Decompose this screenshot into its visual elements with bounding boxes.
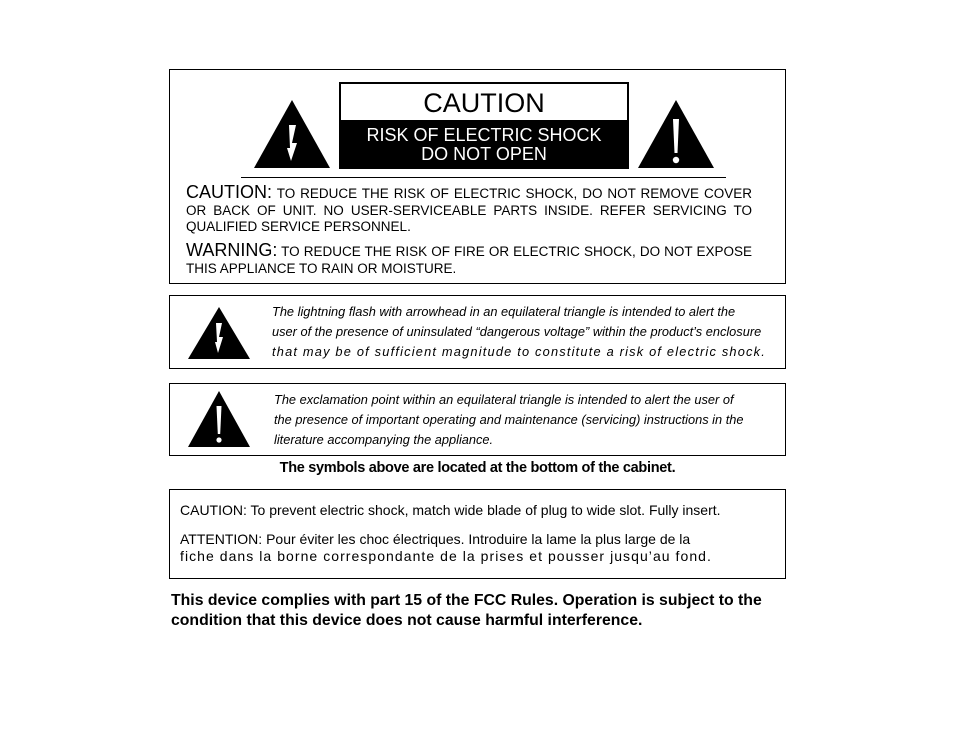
caution-label (339, 82, 629, 169)
caution-label-banner (341, 120, 627, 167)
warning-text: TO REDUCE THE RISK OF FIRE OR ELECTRIC SHOCK, DO NOT EXPOSE THIS APPLIANCE TO RAIN OR MOISTURE. (186, 244, 752, 276)
caution-box (169, 69, 786, 284)
plug-attention-line1: ATTENTION: Pour éviter les choc électriques. Introduire la lame la plus large de la (180, 531, 691, 547)
lightning-warning-icon (253, 99, 331, 169)
warning-paragraph (186, 242, 752, 277)
caution-lead: CAUTION: (186, 182, 273, 202)
caution-label-line2: DO NOT OPEN (421, 144, 547, 164)
fcc-statement (171, 591, 791, 630)
plug-caution-text: CAUTION: To prevent electric shock, match wide blade of plug to wide slot. Fully insert. (180, 502, 721, 518)
warning-lead: WARNING: (186, 240, 278, 260)
caution-paragraph (186, 184, 752, 236)
lightning-text-line2: user of the presence of uninsulated “dangerous voltage” within the product’s enclosure (272, 324, 762, 339)
exclamation-text-line3: literature accompanying the appliance. (274, 432, 494, 447)
divider (241, 177, 726, 178)
exclamation-warning-icon (637, 99, 715, 169)
fcc-line2: condition that this device does not cause harmful interference. (171, 611, 643, 629)
plug-attention-line2: fiche dans la borne correspondante de la prises et pousser jusqu’au fond. (180, 548, 712, 564)
lightning-warning-icon (187, 306, 251, 360)
fcc-line1: This device complies with part 15 of the FCC Rules. Operation is subject to the (171, 592, 762, 609)
exclamation-text-line1: The exclamation point within an equilateral triangle is intended to alert the user of (274, 392, 734, 407)
exclamation-warning-icon (187, 390, 251, 448)
plug-attention-text (180, 531, 743, 565)
plug-caution-box (169, 489, 786, 579)
lightning-text-line3: that may be of sufficient magnitude to constitute a risk of electric shock. (272, 344, 767, 359)
caution-text: TO REDUCE THE RISK OF ELECTRIC SHOCK, DO NOT REMOVE COVER OR BACK OF UNIT. NO USER-SERVICEABLE PARTS INSIDE. REFER SERVICING TO QUALIFIED SERVICE PERSONNEL. (186, 186, 752, 234)
lightning-symbol-box (169, 295, 786, 369)
exclamation-symbol-box (169, 383, 786, 456)
caution-label-line1: RISK OF ELECTRIC SHOCK (366, 125, 602, 145)
exclamation-text-line2: the presence of important operating and maintenance (servicing) instructions in the (274, 412, 744, 427)
lightning-symbol-text (272, 302, 775, 362)
lightning-text-line1: The lightning flash with arrowhead in an equilateral triangle is intended to alert the (272, 304, 736, 319)
symbols-location-note: The symbols above are located at the bottom of the cabinet. (279, 460, 676, 476)
exclamation-symbol-text (274, 390, 777, 450)
caution-label-title: CAUTION (423, 88, 545, 118)
